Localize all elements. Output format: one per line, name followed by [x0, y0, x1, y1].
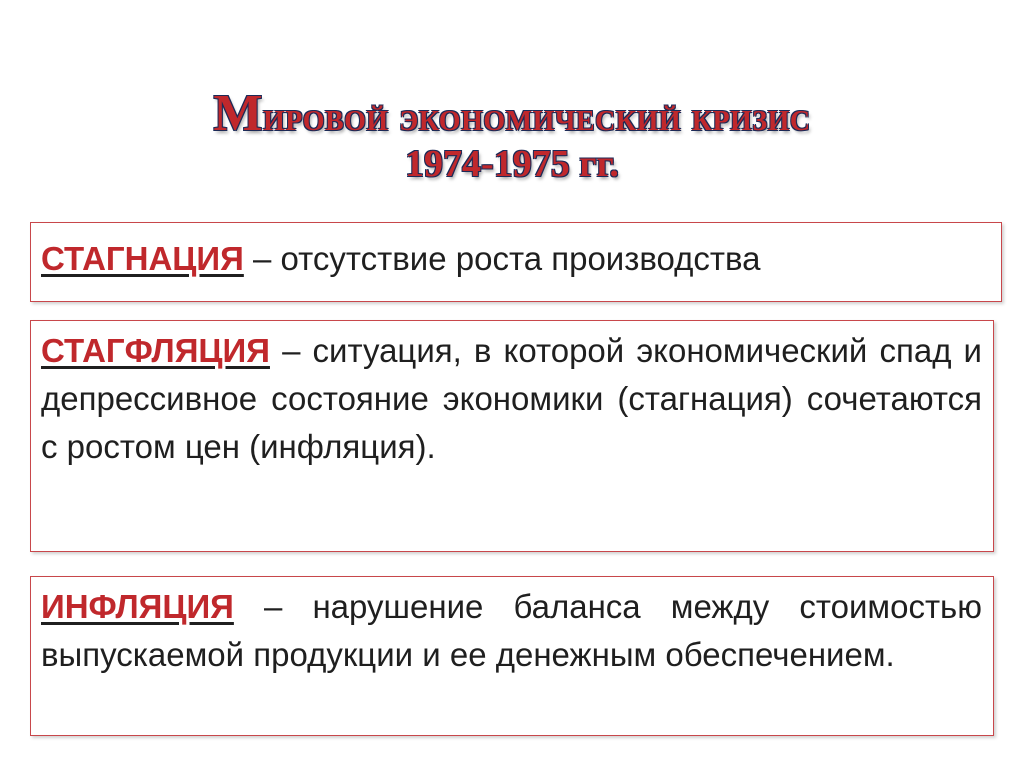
definition-box-stagflation — [30, 320, 994, 552]
definition-term: СТАГНАЦИЯ — [41, 240, 244, 277]
definition-text — [41, 235, 761, 283]
title-initial-letter: М — [213, 85, 263, 142]
definition-text — [41, 327, 982, 471]
title-text: ировой экономический кризис — [262, 94, 811, 139]
slide-title — [0, 84, 1024, 143]
definition-body: – нарушение баланса между стоимостью выпускаемой продукции и ее денежным обеспечением. — [41, 588, 982, 673]
definition-box-stagnation — [30, 222, 1002, 302]
slide-subtitle-years: 1974-1975 гг. — [405, 143, 619, 185]
definition-term: ИНФЛЯЦИЯ — [41, 588, 234, 625]
definition-text — [41, 583, 982, 679]
definition-body: – ситуация, в которой экономический спад и депрессивное состояние экономики (стагнация) сочетаются с ростом цен (инфляция). — [41, 332, 982, 465]
definition-box-inflation — [30, 576, 994, 736]
definition-term: СТАГФЛЯЦИЯ — [41, 332, 270, 369]
definition-body: – отсутствие роста производства — [243, 240, 761, 277]
